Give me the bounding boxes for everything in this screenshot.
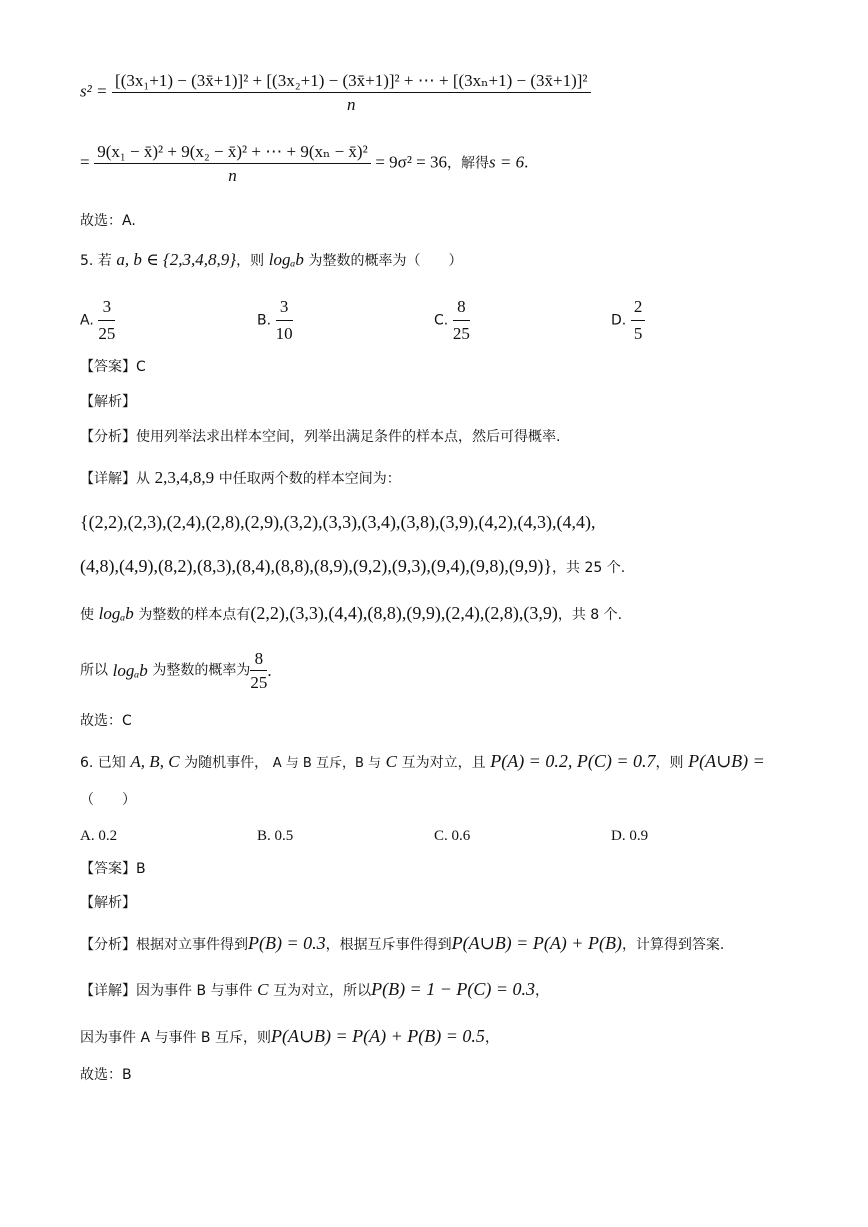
q5-option-a-fraction: $\frac{3}{25}$ [98, 297, 116, 343]
variance-formula-line2: = $\frac{\text{9(x₁ − x̄)² + 9(x₂ − x̄)² + ⋯ + 9(xₙ − x̄)²}}{n}$ = 9σ² = 36，解得s = 6. [80, 142, 529, 185]
q4-choice: 故选：A. [80, 213, 136, 229]
variance-numerator: [(3x₁+1) − (3x̄+1)]² + [(3x₂+1) − (3x̄+1)]² + ⋯ + [(3xₙ+1) − (3x̄+1)]² [112, 72, 590, 93]
variance-denominator: n [347, 95, 356, 114]
variance-fraction [112, 72, 590, 113]
q6-fenxi-formula: P(A∪B) = P(A) + P(B) [451, 933, 622, 953]
q6-mutual-exclusive-line: 因为事件 A 与事件 B 互斥，则P(A∪B) = P(A) + P(B) = 0.5， [80, 1026, 499, 1046]
variance-lhs: s² = [80, 81, 108, 101]
variance-result: = 9σ² = 36 [375, 152, 447, 172]
q5-option-d: D. $\frac{2}{5}$ [611, 297, 645, 344]
variance-tail: ，解得 [447, 155, 489, 172]
variance-fraction-2 [94, 143, 371, 184]
q6-stem-events: A, B, C [130, 752, 180, 771]
q6-stem-paren: （ ） [80, 792, 136, 808]
q6-option-c: C. 0.6 [434, 828, 471, 844]
q5-sample-space-line2: (4,8),(4,9),(8,2),(8,3),(8,4),(8,8),(8,9),(9,2),(9,3),(9,4),(9,8),(9,9)}，共 25 个. [80, 556, 626, 576]
q6-fenxi-pb: P(B) = 0.3 [248, 933, 326, 953]
q5-choice: 故选：C [80, 713, 132, 729]
q5-xiangjie: 【详解】从 2,3,4,8,9 中任取两个数的样本空间为： [80, 468, 401, 487]
variance-numerator-2: 9(x₁ − x̄)² + 9(x₂ − x̄)² + ⋯ + 9(xₙ − x̄)² [94, 143, 371, 164]
q5-probability-fraction: $\frac{8}{25}$ [250, 649, 268, 692]
q6-fenxi: 【分析】根据对立事件得到P(B) = 0.3，根据互斥事件得到P(A∪B) = P(A) + P(B)，计算得到答案. [80, 933, 725, 953]
q5-option-a: A. $\frac{3}{25}$ [80, 297, 116, 343]
q6-xiangjie-formula: P(B) = 1 − P(C) = 0.3 [371, 979, 535, 999]
q5-option-c: C. $\frac{8}{25}$ [434, 297, 470, 343]
q6-analysis-tag: 【解析】 [80, 895, 136, 911]
q5-number-set: 2,3,4,8,9 [154, 468, 215, 487]
q5-option-d-fraction: $\frac{2}{5}$ [631, 297, 646, 344]
q5-option-b-fraction: $\frac{3}{10}$ [275, 297, 293, 343]
q5-probability: 所以 logₐb 为整数的概率为 $\frac{8}{25}$ . [80, 649, 272, 692]
q6-ask: P(A∪B) = [688, 751, 765, 771]
q6-xiangjie: 【详解】因为事件 B 与事件 C 互为对立，所以P(B) = 1 − P(C) = 0.3， [80, 979, 549, 999]
q6-option-a: A. 0.2 [80, 828, 118, 844]
q5-analysis-tag: 【解析】 [80, 394, 136, 410]
q6-final-formula: P(A∪B) = P(A) + P(B) = 0.5 [270, 1026, 485, 1046]
q5-stem: 5. 若 a, b ∈ {2,3,4,8,9}，则 logₐb 为整数的概率为（ ） [80, 250, 463, 269]
q5-stem-math: a, b ∈ {2,3,4,8,9} [116, 250, 237, 269]
variance-formula-line1 [80, 72, 591, 113]
q5-sample-space-line1: {(2,2),(2,3),(2,4),(2,8),(2,9),(3,2),(3,3),(3,4),(3,8),(3,9),(4,2),(4,3),(4,4), [80, 512, 596, 532]
q5-sample-count: ，共 25 个. [552, 560, 626, 576]
q6-stem: 6. 已知 A, B, C 为随机事件， A 与 B 互斥，B 与 C 互为对立，且 P(A) = 0.2, P(C) = 0.7，则 P(A∪B) = [80, 751, 765, 771]
q5-integer-points: 使 logₐb 为整数的样本点有(2,2),(3,3),(4,4),(8,8),(9,9),(2,4),(2,8),(3,9)，共 8 个. [80, 603, 623, 623]
q6-option-b: B. 0.5 [257, 828, 294, 844]
q5-answer: 【答案】C [80, 359, 146, 375]
q5-fenxi: 【分析】使用列举法求出样本空间，列举出满足条件的样本点，然后可得概率. [80, 429, 561, 445]
variance-denominator-2: n [228, 166, 237, 185]
q5-stem-log: logₐb [268, 250, 304, 269]
q5-option-b: B. $\frac{3}{10}$ [257, 297, 293, 343]
q6-choice: 故选：B [80, 1067, 132, 1083]
q6-answer: 【答案】B [80, 861, 146, 877]
q5-integer-point-list: (2,2),(3,3),(4,4),(8,8),(9,9),(2,4),(2,8),(3,9) [250, 603, 558, 623]
q6-given: P(A) = 0.2, P(C) = 0.7 [490, 751, 656, 771]
variance-answer: s = 6 [489, 152, 525, 172]
q6-option-d: D. 0.9 [611, 828, 649, 844]
q5-option-c-fraction: $\frac{8}{25}$ [452, 297, 470, 343]
